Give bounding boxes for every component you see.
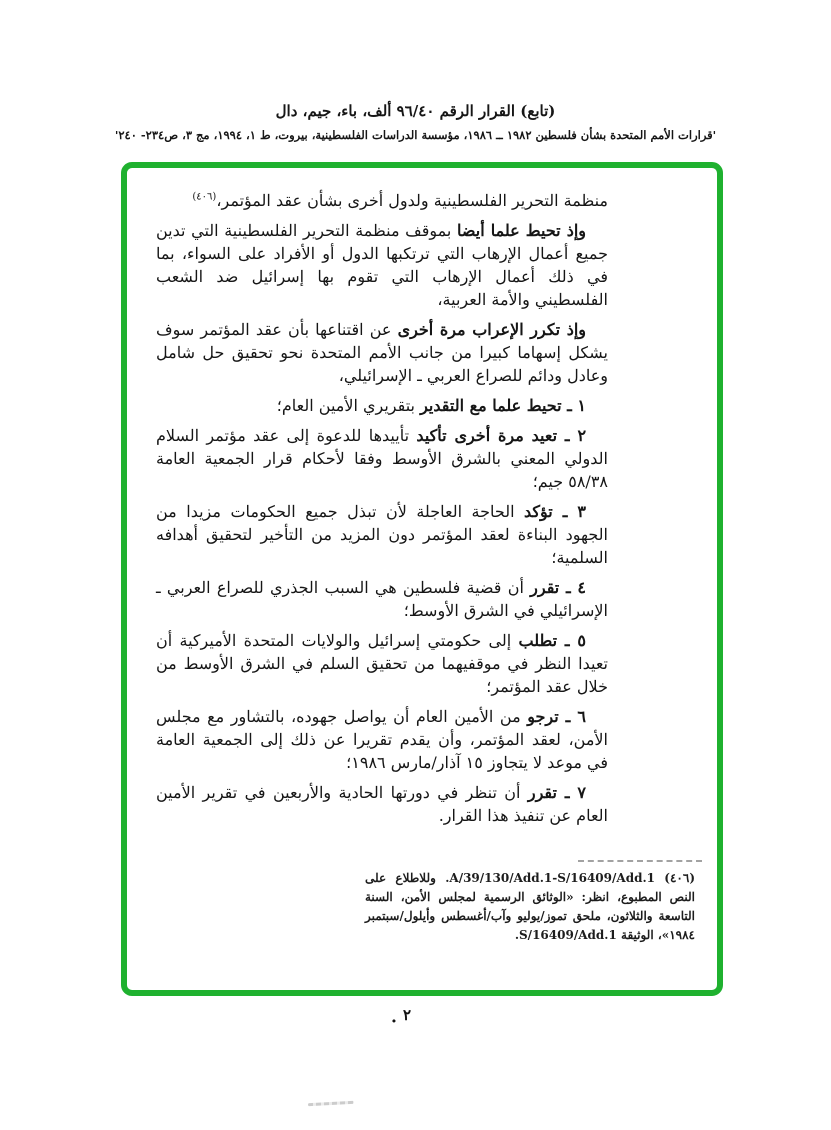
scan-smudge-artifact [308,1101,354,1106]
preamble-paragraph [156,219,608,311]
footnote-text: (٤٠٦) A/39/130/Add.1-S/16409/Add.1. وللاطلاع على النص المطبوع، انظر: «الوثائق الرسمية لمجلس الأمن، السنة التاسعة والثلاثون، ملحق تموز/يوليو وآب/أغسطس وأيلول/سبتمبر ١٩٨٤»، الوثيقة S/16409/Add.1. [365,871,696,942]
operative-paragraph-1 [156,394,608,417]
item-number: ٥ ـ [557,631,587,650]
paragraph-lead: تقرر [527,783,557,802]
paragraph-text: من الأمين العام أن يواصل جهوده، بالتشاور مع مجلس الأمن، لعقد المؤتمر، وأن يقدم تقريرا عن ذلك إلى الجمعية العامة في موعد لا يتجاوز ١٥ آذار/مارس ١٩٨٦؛ [156,707,608,772]
paragraph-text: تأييدها للدعوة إلى عقد مؤتمر السلام الدولي المعني بالشرق الأوسط وفقا لأحكام قرار الجمعية العامة ٥٨/٣٨ جيم؛ [156,426,608,491]
paragraph-text: أن تنظر في دورتها الحادية والأربعين في تقرير الأمين العام عن تنفيذ هذا القرار. [156,783,608,825]
paragraph-lead: تحيط علما مع التقدير [420,396,562,415]
operative-paragraph-5 [156,629,608,698]
page-header [0,102,831,142]
paragraph-lead: وإذ تكرر الإعراب مرة أخرى [397,320,587,339]
item-number: ٧ ـ [556,783,587,802]
paragraph-text: بموقف منظمة التحرير الفلسطينية التي تدين جميع أعمال الإرهاب التي ترتكبها الدول أو الأفراد على السواء، بما في ذلك أعمال الإرهاب التي تقوم بها إسرائيل ضد الشعب الفلسطيني والأمة العربية، [156,221,608,309]
item-number: ٢ ـ [557,426,587,445]
operative-paragraph-7 [156,781,608,827]
item-number: ٣ ـ [552,502,586,521]
operative-paragraph-2 [156,424,608,493]
operative-paragraph-4 [156,576,608,622]
paragraph-text: الحاجة العاجلة لأن تبذل جميع الحكومات مزيدا من الجهود البناءة لعقد المؤتمر دون المزيد من التأخير لتحقيق أهدافه السلمية؛ [156,502,608,567]
page-number-dash-mark: · [391,1012,397,1032]
paragraph-text: عن اقتناعها بأن عقد المؤتمر سوف يشكل إسهاما كبيرا من جانب الأمم المتحدة نحو تحقيق حل شامل وعادل ودائم للصراع العربي ـ الإسرائيلي، [156,320,608,385]
resolution-continuation-title: (تابع) القرار الرقم ٩٦/٤٠ ألف، باء، جيم، دال [275,102,556,120]
paragraph-text: بتقريري الأمين العام؛ [276,396,421,415]
paragraph-lead: وإذ تحيط علما أيضا [456,221,587,240]
operative-paragraph-6 [156,705,608,774]
footnote-reference-marker: (٤٠٦) [192,191,217,203]
source-citation-line: 'قرارات الأمم المتحدة بشأن فلسطين ١٩٨٢ ــ ١٩٨٦، مؤسسة الدراسات الفلسطينية، بيروت، ط ١، ١٩٩٤، مج ٣، ص٢٣٤- ٢٤٠' [114,128,717,142]
operative-paragraph-3 [156,500,608,569]
resolution-body-text [156,189,608,834]
page-number: ٢ [403,1006,412,1024]
item-number: ١ ـ [561,396,586,415]
paragraph-continuation [156,189,608,212]
paragraph-text: منظمة التحرير الفلسطينية ولدول أخرى بشأن عقد المؤتمر، [216,191,608,210]
paragraph-lead: تقرر [530,578,560,597]
paragraph-lead: تطلب [518,631,558,650]
preamble-paragraph [156,318,608,387]
paragraph-lead: ترجو [527,707,559,726]
item-number: ٦ ـ [558,707,586,726]
item-number: ٤ ـ [559,578,586,597]
footnote-separator-line [578,860,702,862]
paragraph-text: أن قضية فلسطين هي السبب الجذري للصراع العربي ـ الإسرائيلي في الشرق الأوسط؛ [156,578,608,620]
paragraph-text: إلى حكومتي إسرائيل والولايات المتحدة الأميركية أن تعيدا النظر في موقفيهما من تحقيق السلم في الشرق الأوسط من خلال عقد المؤتمر؛ [156,631,608,696]
paragraph-lead: تعيد مرة أخرى تأكيد [416,426,558,445]
paragraph-lead: تؤكد [524,502,553,521]
